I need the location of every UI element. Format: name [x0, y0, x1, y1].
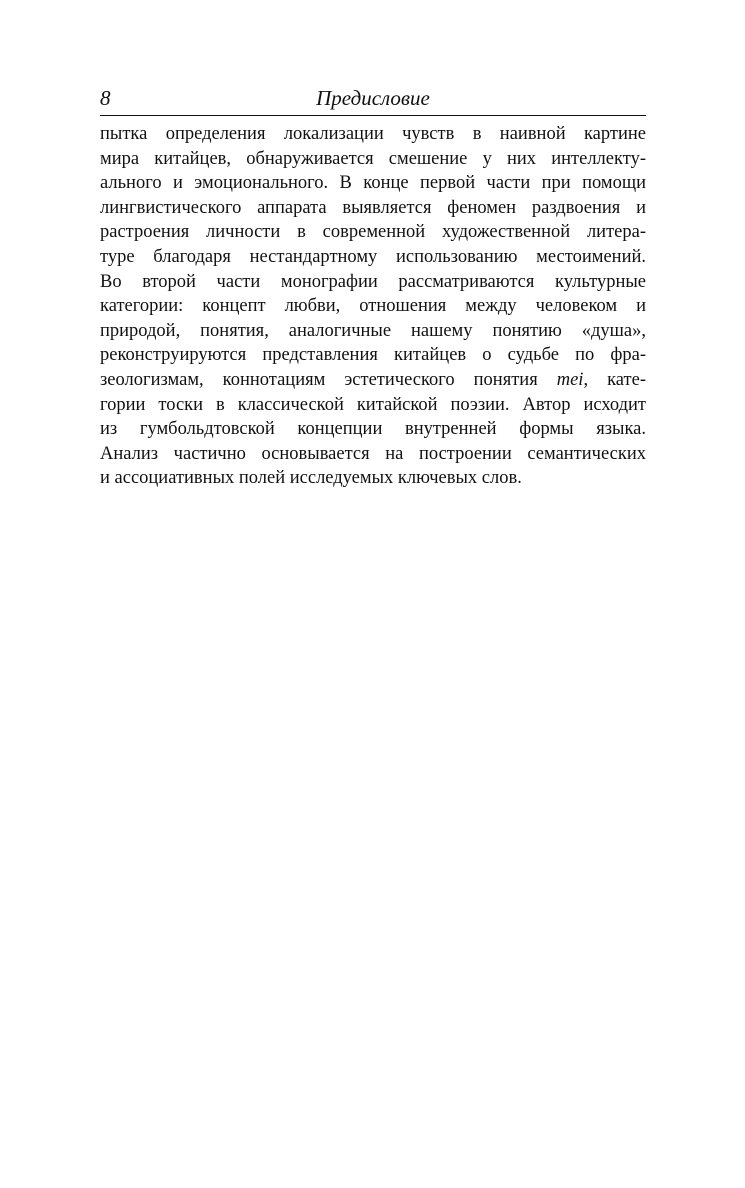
- text-line: туре благодаря нестандартному использованию местоимений.: [100, 246, 646, 267]
- text-line: ального и эмоционального. В конце первой части при помощи: [100, 173, 646, 194]
- text-line-last: и ассоциативных полей исследуемых ключевых слов.: [100, 468, 522, 489]
- text-line: мира китайцев, обнаруживается смешение у них интеллекту-: [100, 148, 646, 169]
- text-line-head: зеологизмам, коннотациям эстетического понятия: [100, 369, 557, 390]
- text-line-tail: , кате-: [583, 369, 646, 390]
- text-line: природой, понятия, аналогичные нашему понятию «душа»,: [100, 320, 646, 341]
- body-text: [100, 122, 646, 491]
- text-line: из гумбольдтовской концепции внутренней формы языка.: [100, 419, 646, 440]
- book-page: [100, 82, 646, 491]
- text-line: Во второй части монографии рассматриваются культурные: [100, 271, 646, 292]
- section-title: Предисловие: [316, 86, 430, 110]
- text-line: лингвистического аппарата выявляется феномен раздвоения и: [100, 197, 646, 218]
- text-line: категории: концепт любви, отношения между человеком и: [100, 296, 646, 317]
- page-number: 8: [100, 86, 111, 110]
- header-rule: [100, 115, 646, 116]
- text-line: гории тоски в классической китайской поэзии. Автор исходит: [100, 394, 646, 415]
- text-line: реконструируются представления китайцев о судьбе по фра-: [100, 345, 646, 366]
- italic-term: mei: [556, 369, 584, 390]
- text-line: растроения личности в современной художественной литера-: [100, 222, 646, 243]
- text-line: пытка определения локализации чувств в наивной картине: [100, 124, 646, 144]
- running-head: [100, 82, 646, 112]
- text-line-with-term: [100, 368, 646, 393]
- text-line: Анализ частично основывается на построении семантических: [100, 443, 646, 464]
